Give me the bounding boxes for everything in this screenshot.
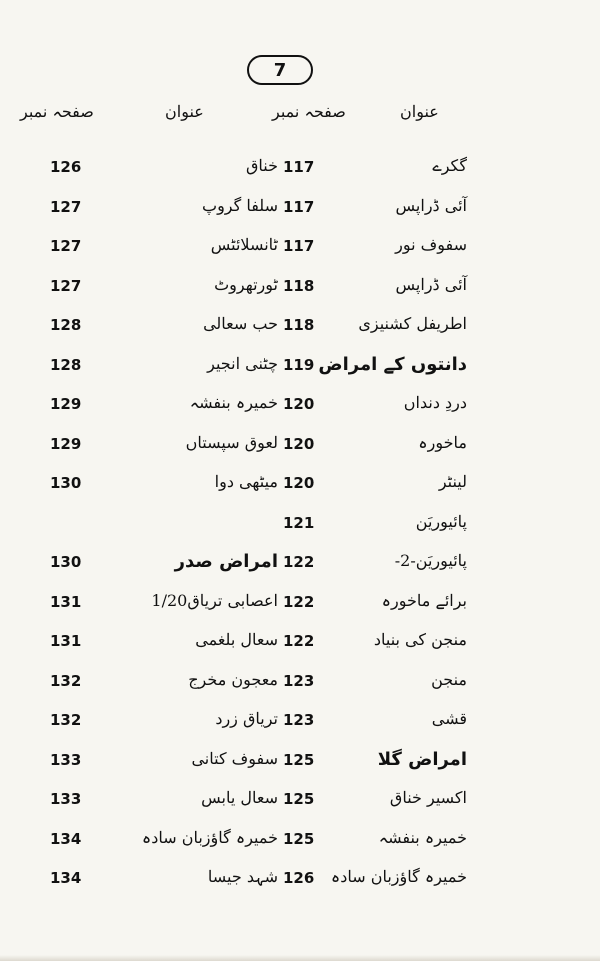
row-mid-page-number: 122 <box>283 592 315 611</box>
row-right-title: آئی ڈراپس <box>395 274 467 294</box>
row-mid-page-number: 119 <box>283 355 315 374</box>
row-mid-title: اعصابی تریاق1/20 <box>151 590 278 610</box>
row-mid-section-heading: امراض صدر <box>174 551 278 572</box>
toc-row <box>0 346 600 386</box>
row-left-page-number: 129 <box>50 395 82 413</box>
header-col2-title: عنوان <box>165 102 204 121</box>
row-mid-title: تریاق زرد <box>215 709 278 728</box>
row-right-title: اکسیر خناق <box>389 788 467 807</box>
row-right-title: منجن کی بنیاد <box>373 630 467 649</box>
toc-row <box>0 148 600 188</box>
row-left-page-number: 127 <box>50 237 82 255</box>
row-left-page-number: 129 <box>50 434 82 453</box>
row-mid-title: لعوق سپستاں <box>185 432 278 452</box>
page-edge <box>0 955 600 961</box>
header-col1-page: صفحہ نمبر <box>20 102 94 121</box>
row-mid-title: ٹورتھروٹ <box>214 274 278 294</box>
row-mid-title: میٹھی دوا <box>214 472 278 491</box>
row-mid-title: خناق <box>245 156 278 175</box>
row-mid-page-number: 123 <box>283 711 315 729</box>
row-mid-page-number: 125 <box>283 750 315 769</box>
toc-row <box>0 820 600 860</box>
toc-row <box>0 188 600 228</box>
toc-row <box>0 385 600 425</box>
row-left-page-number: 134 <box>50 869 82 887</box>
row-mid-page-number: 117 <box>283 237 315 255</box>
row-left-page-number: 130 <box>50 474 82 492</box>
toc-row <box>0 504 600 544</box>
row-right-title: گکرے <box>432 156 467 175</box>
row-right-title: دردِ دنداں <box>403 393 467 412</box>
toc-row <box>0 425 600 465</box>
toc-row <box>0 306 600 346</box>
row-mid-page-number: 126 <box>283 869 315 887</box>
row-left-page-number: 126 <box>50 158 82 176</box>
row-left-page-number: 131 <box>50 592 82 611</box>
toc-row <box>0 662 600 702</box>
row-left-page-number: 127 <box>50 276 82 295</box>
row-mid-title: حب سعالی <box>203 314 278 333</box>
row-right-title: اطریفل کشنیزی <box>358 314 467 333</box>
toc-row <box>0 227 600 267</box>
row-right-title: ماخورہ <box>418 432 467 452</box>
toc-row <box>0 701 600 741</box>
row-left-page-number: 127 <box>50 197 82 216</box>
header-col4-title: عنوان <box>400 102 439 121</box>
row-mid-title: سفوف کتانی <box>191 748 278 768</box>
row-mid-title: سعال یابس <box>201 788 278 807</box>
row-mid-title: خمیرہ بنفشہ <box>189 393 278 412</box>
row-left-page-number: 131 <box>50 632 82 650</box>
row-mid-page-number: 125 <box>283 829 315 848</box>
row-mid-page-number: 121 <box>283 513 315 532</box>
row-left-page-number: 130 <box>50 553 82 571</box>
header-col3-page: صفحہ نمبر <box>272 102 346 121</box>
row-mid-page-number: 118 <box>283 276 315 295</box>
row-mid-title: خمیرہ گاؤزبان سادہ <box>141 827 278 847</box>
toc-row <box>0 464 600 504</box>
row-mid-page-number: 120 <box>283 434 315 453</box>
toc-row <box>0 780 600 820</box>
toc-row <box>0 267 600 307</box>
row-mid-title: شہد جیسا <box>207 867 278 886</box>
row-right-title: لینٹر <box>438 472 467 491</box>
row-mid-page-number: 117 <box>283 158 315 176</box>
row-right-section-heading: امراض گلا <box>377 748 467 770</box>
row-left-page-number: 134 <box>50 829 82 848</box>
row-right-title: پائیوریَن <box>415 511 467 531</box>
toc-row <box>0 859 600 899</box>
toc-row <box>0 543 600 583</box>
page-number-badge: 7 <box>247 55 313 85</box>
row-mid-title: ٹانسلائٹس <box>210 235 278 254</box>
row-mid-page-number: 122 <box>283 632 315 650</box>
row-right-title: خمیرہ بنفشہ <box>378 827 467 847</box>
row-right-title: پائیوریَن-2- <box>394 551 467 570</box>
row-mid-page-number: 122 <box>283 553 315 571</box>
toc-row <box>0 583 600 623</box>
row-left-page-number: 132 <box>50 711 82 729</box>
row-right-title: آئی ڈراپس <box>395 195 467 215</box>
toc-row <box>0 741 600 781</box>
row-mid-page-number: 125 <box>283 790 315 808</box>
row-mid-title: سعال بلغمی <box>195 630 278 649</box>
row-left-page-number: 133 <box>50 790 82 808</box>
row-mid-page-number: 120 <box>283 474 315 492</box>
row-mid-page-number: 118 <box>283 316 315 334</box>
row-mid-title: سلفا گروپ <box>202 195 278 215</box>
row-mid-page-number: 123 <box>283 671 315 690</box>
row-left-page-number: 132 <box>50 671 82 690</box>
row-right-title: سفوف نور <box>395 235 467 254</box>
row-left-page-number: 133 <box>50 750 82 769</box>
row-left-page-number: 128 <box>50 316 82 334</box>
row-right-section-heading: دانتوں کے امراض <box>318 353 467 375</box>
row-mid-title: چٹنی انجیر <box>207 353 278 373</box>
row-mid-page-number: 120 <box>283 395 315 413</box>
toc-row <box>0 622 600 662</box>
row-right-title: منجن <box>431 669 467 689</box>
row-right-title: برائے ماخورہ <box>381 590 467 610</box>
row-right-title: خمیرہ گاؤزبان سادہ <box>330 867 467 886</box>
row-mid-page-number: 117 <box>283 197 315 216</box>
row-mid-title: معجون مخرج <box>188 669 278 689</box>
row-right-title: قشی <box>431 709 467 728</box>
row-left-page-number: 128 <box>50 355 82 374</box>
